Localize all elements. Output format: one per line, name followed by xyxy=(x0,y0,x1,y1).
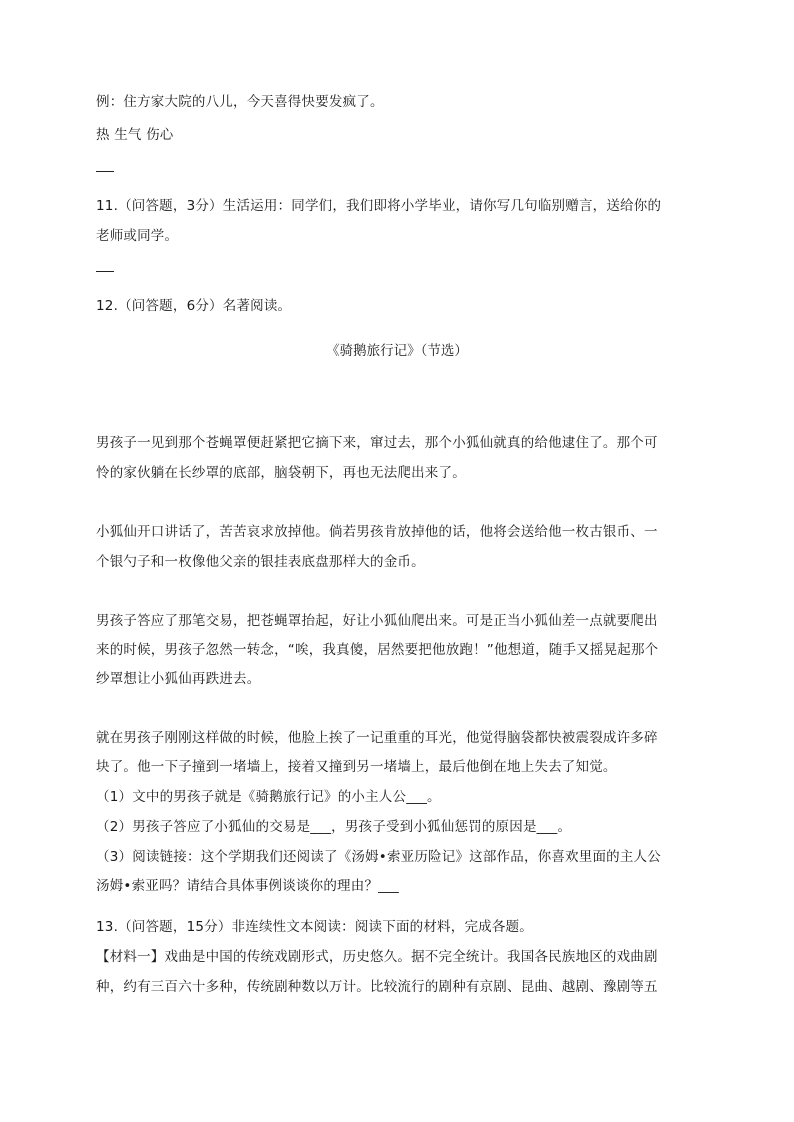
example-sentence: 例：住方家大院的八儿，今天喜得快要发疯了。 xyxy=(96,94,384,110)
passage-line: 男孩子一见到那个苍蝇罩便赶紧把它摘下来，窜过去，那个小狐仙就真的给他逮住了。那个可 xyxy=(96,435,658,451)
material-line: 种，约有三百六十多种，传统剧种数以万计。比较流行的剧种有京剧、昆曲、越剧、豫剧等五 xyxy=(96,979,658,995)
answer-blank xyxy=(96,271,114,272)
passage-line: 怜的家伙躺在长纱罩的底部，脑袋朝下，再也无法爬出来了。 xyxy=(96,465,466,481)
example-words: 热 生气 伤心 xyxy=(96,127,174,143)
passage-line: 个银勺子和一枚像他父亲的银挂表底盘那样大的金币。 xyxy=(96,554,425,570)
sub-question-1: （1）文中的男孩子就是《骑鹅旅行记》的小主人公___。 xyxy=(96,789,441,805)
q11-header: 11.（问答题，3分）生活运用：同学们，我们即将小学毕业，请你写几句临别赠言，送给你的 xyxy=(96,198,662,214)
sub-question-3-cont: 汤姆•索亚吗？请结合具体事例谈谈你的理由？___ xyxy=(96,878,400,894)
q12-header: 12.（问答题，6分）名著阅读。 xyxy=(96,298,292,314)
passage-line: 男孩子答应了那笔交易，把苍蝇罩抬起，好让小狐仙爬出来。可是正当小狐仙差一点就要爬出 xyxy=(96,613,658,629)
q13-header: 13.（问答题，15分）非连续性文本阅读：阅读下面的材料，完成各题。 xyxy=(96,919,533,935)
passage-line: 块了。他一下子撞到一堵墙上，接着又撞到另一堵墙上，最后他倒在地上失去了知觉。 xyxy=(96,759,617,775)
sub-question-2: （2）男孩子答应了小狐仙的交易是___，男孩子受到小狐仙惩罚的原因是___。 xyxy=(96,819,572,835)
passage-title: 《骑鹅旅行记》（节选） xyxy=(326,343,468,359)
passage-line: 小狐仙开口讲话了，苦苦哀求放掉他。倘若男孩肯放掉他的话，他将会送给他一枚古银币、一 xyxy=(96,524,658,540)
passage-line: 来的时候，男孩子忽然一转念，“唉，我真傻，居然要把他放跑！”他想道，随手又摇晃起那个 xyxy=(96,642,659,658)
answer-blank xyxy=(96,171,114,172)
q11-line2: 老师或同学。 xyxy=(96,228,179,244)
passage-line: 就在男孩子刚刚这样做的时候，他脸上挨了一记重重的耳光，他觉得脑袋都快被震裂成许多碎 xyxy=(96,730,658,746)
sub-question-3: （3）阅读链接：这个学期我们还阅读了《汤姆•索亚历险记》这部作品，你喜欢里面的主人公 xyxy=(96,849,661,865)
passage-line: 纱罩想让小狐仙再跌进去。 xyxy=(96,671,261,687)
material-line: 【材料一】戏曲是中国的传统戏剧形式，历史悠久。据不完全统计。我国各民族地区的戏曲剧 xyxy=(96,949,658,965)
